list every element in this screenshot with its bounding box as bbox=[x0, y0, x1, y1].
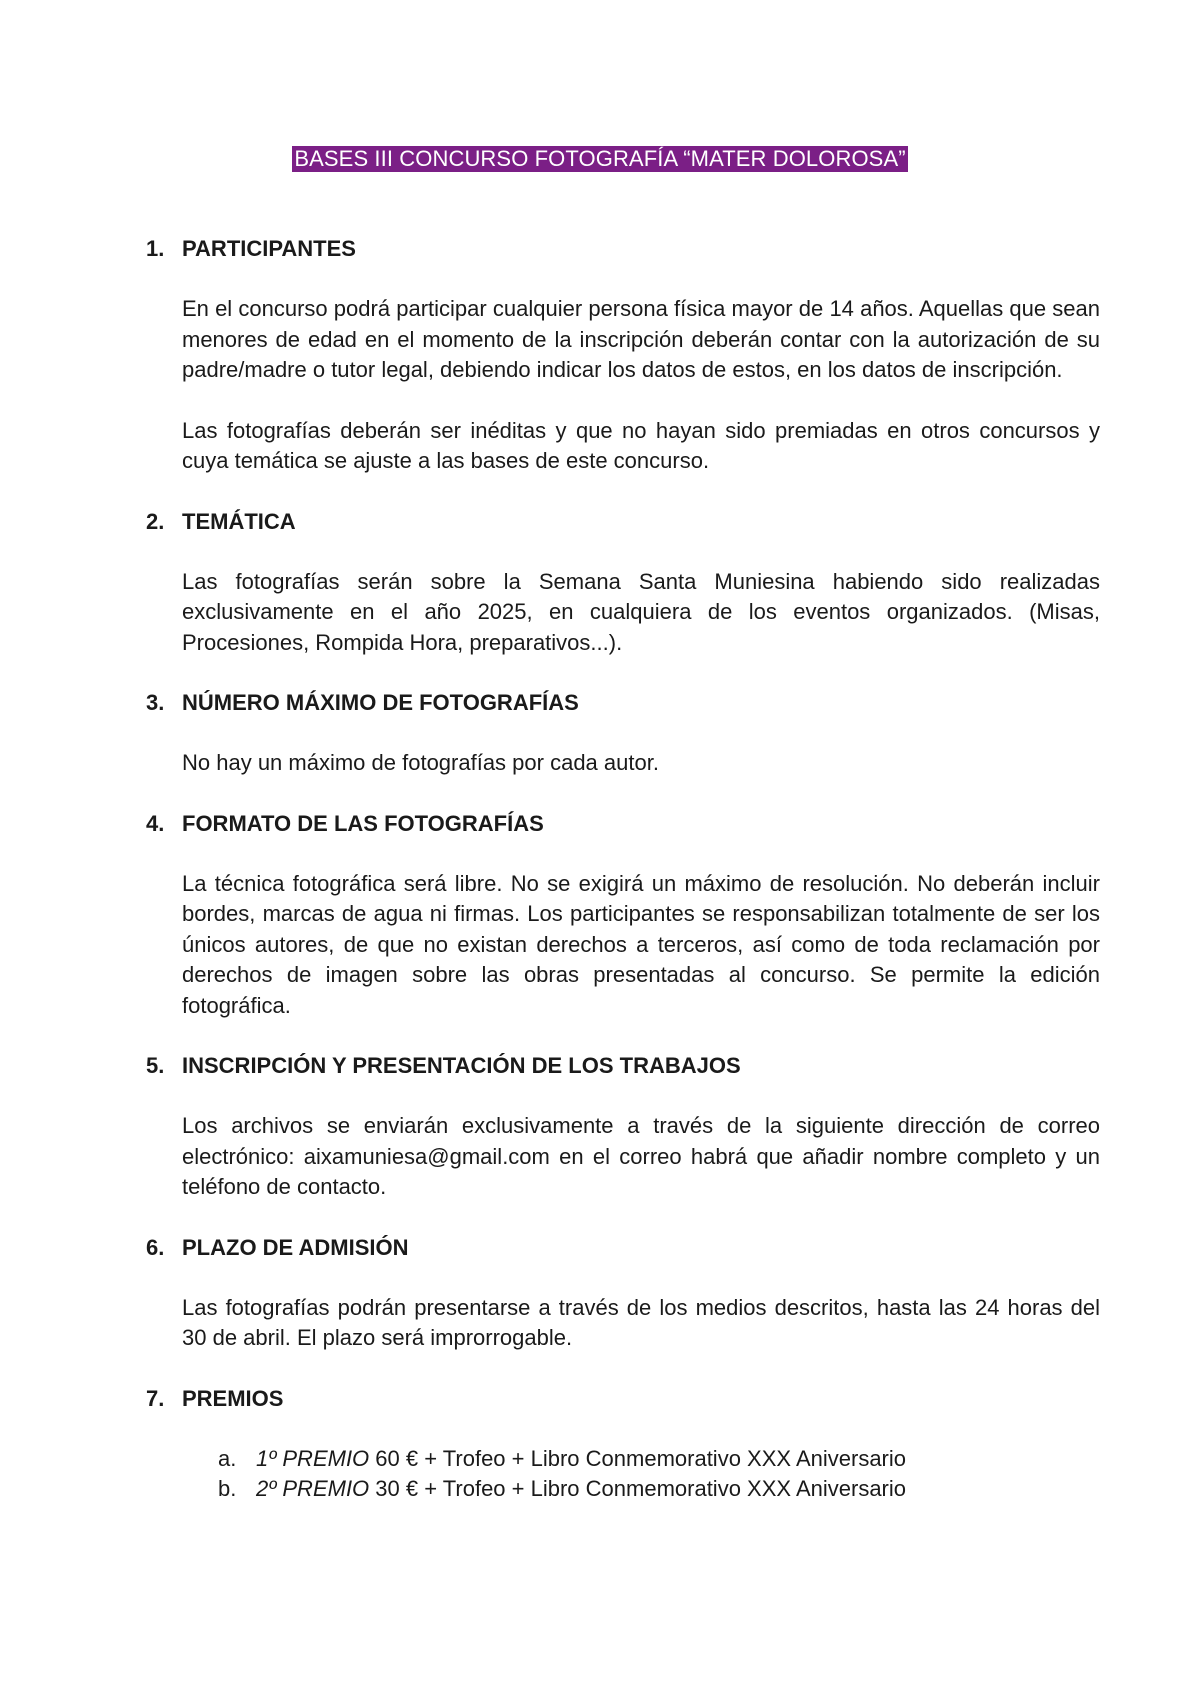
list-item bbox=[218, 1474, 1100, 1505]
prize-detail: 30 € + Trofeo + Libro Conmemorativo XXX Aniversario bbox=[369, 1476, 907, 1501]
paragraph: Los archivos se enviarán exclusivamente a través de la siguiente dirección de correo electrónico: aixamuniesa@gmail.com en el correo habrá que añadir nombre completo y un teléfono de contacto. bbox=[182, 1113, 1100, 1199]
section-heading-plazo bbox=[146, 1233, 1100, 1263]
prize-name: 2º PREMIO bbox=[256, 1476, 370, 1501]
section-title: NÚMERO MÁXIMO DE FOTOGRAFÍAS bbox=[182, 690, 579, 715]
section-number: 1. bbox=[146, 236, 165, 261]
section-number: 6. bbox=[146, 1234, 165, 1260]
prize-text bbox=[256, 1444, 906, 1475]
section-title: INSCRIPCIÓN Y PRESENTACIÓN DE LOS TRABAJOS bbox=[182, 1053, 741, 1078]
list-item bbox=[218, 1444, 1100, 1475]
section-heading-inscripcion bbox=[146, 1051, 1100, 1081]
section-number: 3. bbox=[146, 690, 165, 715]
section-title: TEMÁTICA bbox=[182, 508, 296, 534]
section-title: PARTICIPANTES bbox=[182, 236, 356, 261]
paragraph: La técnica fotográfica será libre. No se exigirá un máximo de resolución. No deberán incluir bordes, marcas de agua ni firmas. Los participantes se responsabilizan totalmente de ser los únicos autores, de que no existan derechos a terceros, así como de toda reclamación por derechos de imagen sobre las obras presentadas al concurso. Se permite la edición fotográfica. bbox=[182, 870, 1100, 1018]
paragraph: No hay un máximo de fotografías por cada autor. bbox=[182, 750, 659, 775]
prize-detail: 60 € + Trofeo + Libro Conmemorativo XXX Aniversario bbox=[369, 1445, 907, 1471]
section-title: PREMIOS bbox=[182, 1385, 284, 1411]
prize-name: 1º PREMIO bbox=[256, 1445, 370, 1471]
section-heading-tematica bbox=[146, 507, 1100, 537]
document-body bbox=[146, 234, 1100, 1505]
section-number: 7. bbox=[146, 1385, 165, 1411]
prize-text bbox=[256, 1474, 906, 1505]
section-number: 4. bbox=[146, 810, 165, 836]
list-marker: b. bbox=[218, 1476, 237, 1501]
section-heading-premios bbox=[146, 1384, 1100, 1414]
paragraph: Las fotografías podrán presentarse a través de los medios descritos, hasta las 24 horas del 30 de abril. El plazo será improrrogable. bbox=[182, 1294, 1100, 1350]
section-heading-formato bbox=[146, 809, 1100, 839]
document-title: BASES III CONCURSO FOTOGRAFÍA “MATER DOLOROSA” bbox=[294, 146, 906, 171]
section-number: 5. bbox=[146, 1053, 165, 1078]
section-title: PLAZO DE ADMISIÓN bbox=[182, 1234, 409, 1260]
section-title: FORMATO DE LAS FOTOGRAFÍAS bbox=[182, 810, 544, 836]
paragraph: Las fotografías serán sobre la Semana Santa Muniesina habiendo sido realizadas exclusivamente en el año 2025, en cualquiera de los eventos organizados. (Misas, Procesiones, Rompida Hora, preparativos...). bbox=[182, 568, 1100, 655]
prize-list bbox=[218, 1444, 1100, 1505]
paragraph: En el concurso podrá participar cualquier persona física mayor de 14 años. Aquellas que sean menores de edad en el momento de la inscripción deberán contar con la autorización de su padre/madre o tutor legal, debiendo indicar los datos de estos, en los datos de inscripción. bbox=[182, 296, 1100, 382]
section-number: 2. bbox=[146, 508, 165, 534]
section-heading-numero-maximo bbox=[146, 688, 1100, 718]
paragraph: Las fotografías deberán ser inéditas y que no hayan sido premiadas en otros concursos y cuya temática se ajuste a las bases de este concurso. bbox=[182, 417, 1100, 473]
title-container bbox=[0, 146, 1200, 172]
list-marker: a. bbox=[218, 1445, 237, 1471]
section-heading-participantes bbox=[146, 234, 1100, 264]
